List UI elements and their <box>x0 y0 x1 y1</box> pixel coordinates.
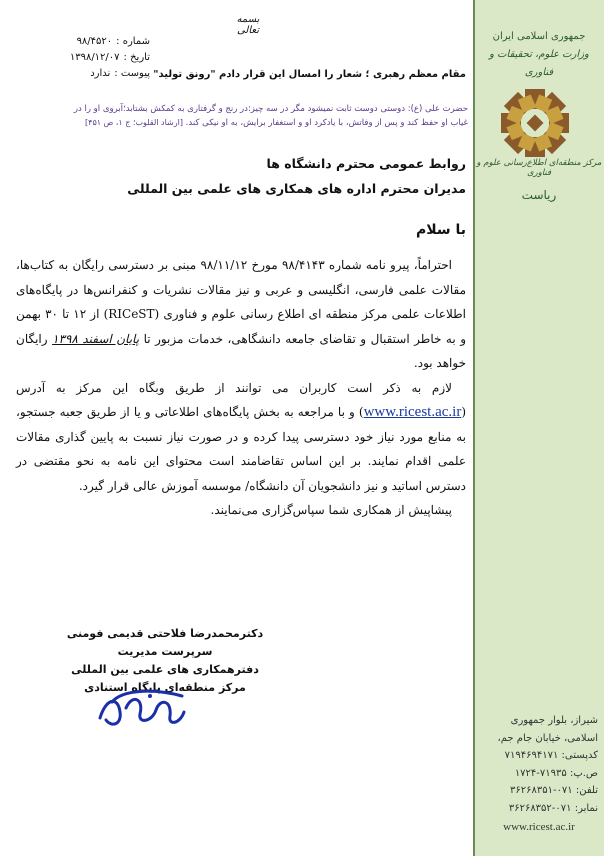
presidency-label: ریاست <box>521 188 557 202</box>
letter-meta <box>40 34 150 82</box>
attachment-value: ندارد <box>90 68 111 79</box>
signer-name: دکترمحمدرضا فلاحتی قدیمی فومنی <box>66 627 264 640</box>
letter-number-row <box>40 34 150 50</box>
paragraph-text: لازم به ذکر است کاربران می توانند از طریق وبگاه این مرکز به آدرس ( <box>16 380 466 419</box>
recipient-line: مدیران محترم اداره های همکاری های علمی بین المللی <box>127 181 466 196</box>
republic-line: جمهوری اسلامی ایران <box>492 31 586 42</box>
paragraph-text: رایگان خواهد بود. <box>16 331 466 370</box>
handwritten-signature-icon <box>92 688 192 732</box>
letter-date-row <box>40 50 150 66</box>
bismillah-heading: بسمه تعالی <box>236 14 260 36</box>
signer-title: سرپرست مدیریت <box>117 645 213 658</box>
hadith-line: حضرت علی (ع): دوستی دوست ثابت نمیشود مگر در سه چیز:در رنج و گرفتاری به کمکش بشتابد؛آبروی او را در <box>73 104 468 114</box>
hadith-quote <box>8 102 468 130</box>
paragraph-text: احتراماً، پیرو نامه شماره ۹۸/۴۱۴۳ مورخ ۹۸/۱۱/۱۲ مبنی بر دسترسی رایگان به کتاب‌ها، مقالات علمی فارسی، انگلیسی و عربی و نیز مقالات نشریات و کنفرانس‌ها در پایگاه‌های اطلاعات علمی مرکز منطقه ای اطلاع رسانی علوم و فناوری (RICeST) از ۱۲ تا ۳۰ بهمن و به خاطر استقبال و تقاضای جامعه دانشگاهی، خدمات مزبور تا <box>16 258 467 346</box>
center-name: مرکز منطقه‌ای اطلاع‌رسانی علوم و فناوری <box>476 158 602 178</box>
body-paragraph <box>16 253 466 376</box>
address-line: کدپستی: ۷۱۹۴۶۹۴۱۷۱ <box>504 750 598 761</box>
paragraph-text: ) و با مراجعه به بخش پایگاه‌های اطلاعاتی و یا از طریق جعبه جستجو، به منابع مورد نیاز خود دسترسی پیدا کرده و در صورت نیاز نسبت به پایین گذاری مقالات علمی اقدام نمایند. بر این اساس تقاضامند است محتوای این نامه به نحو مقتضی در دسترس اساتید و نیز دانشجویان آن دانشگاه/ موسسه آموزش عالی قرار گیرد. <box>16 405 466 493</box>
address-line: تلفن: ۰۷۱-۳۶۲۶۸۳۵۱ <box>509 785 598 796</box>
signature-block <box>40 625 290 697</box>
address-line: شیراز، بلوار جمهوری <box>510 715 598 726</box>
salutation: با سلام <box>415 222 466 238</box>
body-paragraph: پیشاپیش از همکاری شما سپاس‌گزاری می‌نمایند. <box>210 503 452 517</box>
attachment-label: پیوست : <box>114 68 150 79</box>
address-line: ص.پ: ۷۱۹۳۵-۱۷۲۴ <box>514 767 598 779</box>
recipients <box>40 151 466 201</box>
hadith-line-text: غیاب او حفظ کند و پس از وفاتش، با یادکرد او و استغفار برایش، به او نیکی کند. <box>185 118 468 128</box>
year-slogan: مقام معظم رهبری ؛ شعار را امسال این قرار دادم "رونق تولید" <box>153 69 466 80</box>
ministry-line: وزارت علوم، تحقیقات و فناوری <box>489 49 589 78</box>
address-line: اسلامی، خیابان جام جم، <box>497 732 598 744</box>
letter-attachment-row <box>40 66 150 82</box>
body-paragraph <box>16 376 466 499</box>
date-value: ۱۳۹۸/۱۲/۰۷ <box>69 52 120 63</box>
signer-title: مرکز منطقه‌ای پایگاه استنادی <box>84 681 246 694</box>
recipient-line: روابط عمومی محترم دانشگاه ها <box>266 156 466 171</box>
ricest-url-link[interactable]: www.ricest.ac.ir <box>363 404 462 420</box>
number-label: شماره : <box>116 36 150 47</box>
hadith-reference: [ارشاد القلوب؛ ج ۱، ص ۴۵۱] <box>85 118 183 127</box>
website-link[interactable]: www.ricest.ac.ir <box>503 821 575 833</box>
center-address <box>480 712 598 837</box>
ministry-header <box>478 28 600 82</box>
ricest-emblem-icon <box>498 86 572 160</box>
date-label: تاریخ : <box>123 52 150 63</box>
address-line: نمابر: ۰۷۱-۳۶۲۶۸۳۵۲ <box>508 802 598 814</box>
hadith-line <box>8 116 468 130</box>
signer-title: دفترهمکاری های علمی بین المللی <box>71 663 259 676</box>
letter-body <box>16 253 466 523</box>
number-value: ۹۸/۴۵۲۰ <box>76 36 113 47</box>
deadline-text: پایان اسفند ۱۳۹۸ <box>52 331 140 346</box>
